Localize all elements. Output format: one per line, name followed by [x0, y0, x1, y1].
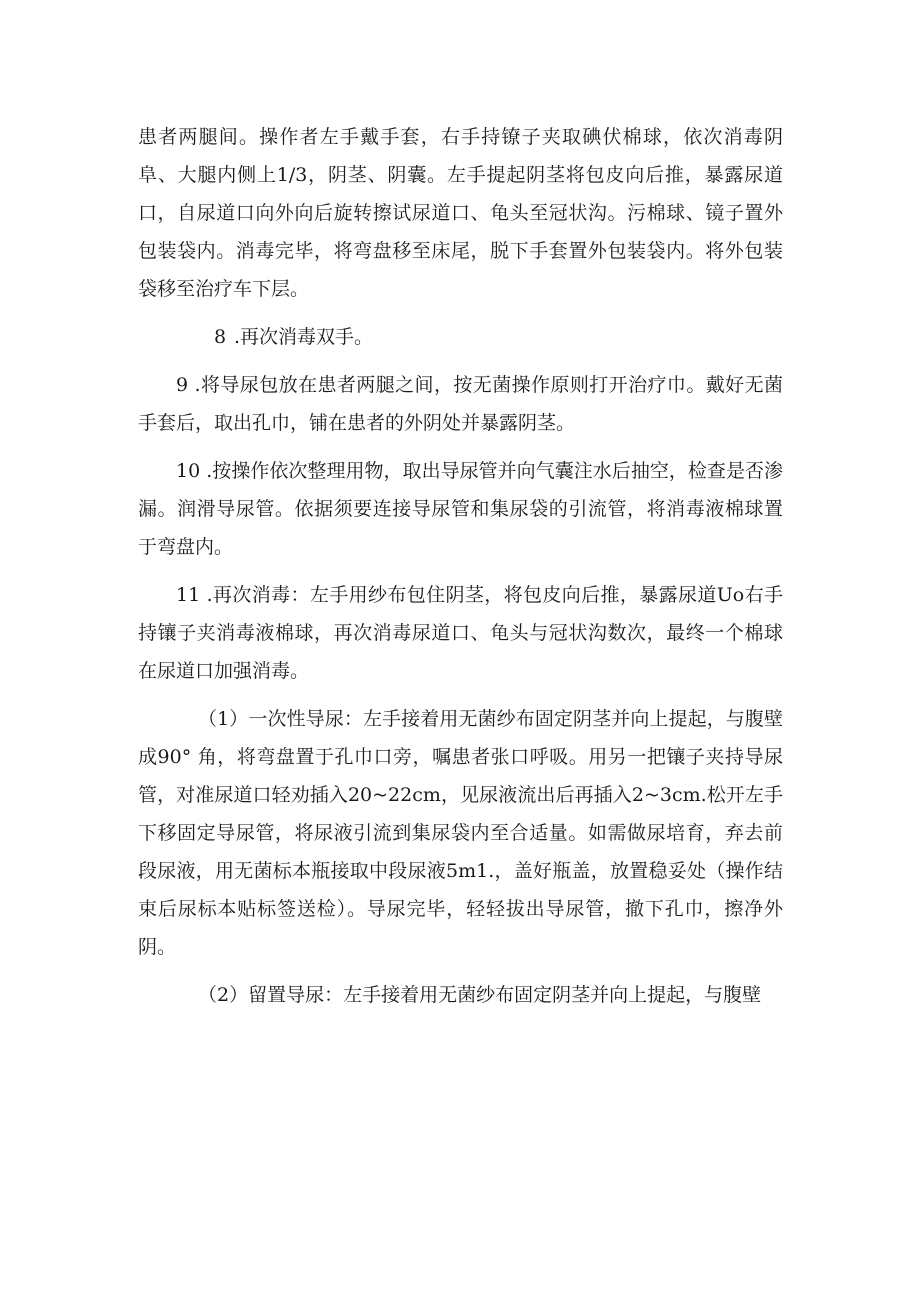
- paragraph-step-11: 11 .再次消毒：左手用纱布包住阴茎，将包皮向后推，暴露尿道Uo右手持镶子夹消毒液棉球，再次消毒尿道口、龟头与冠状沟数次，最终一个棉球在尿道口加强消毒。: [138, 584, 783, 682]
- paragraph-step-10: 10 .按操作依次整理用物，取出导尿管并向气囊注水后抽空，检查是否渗漏。润滑导尿管。依据须要连接导尿管和集尿袋的引流管，将消毒液棉球置于弯盘内。: [138, 460, 783, 558]
- paragraph-step-9: 9 .将导尿包放在患者两腿之间，按无菌操作原则打开治疗巾。戴好无菌手套后，取出孔巾，铺在患者的外阴处并暴露阴茎。: [138, 374, 783, 434]
- step-text: .再次消毒双手。: [234, 326, 374, 348]
- document-body: [138, 118, 783, 1024]
- paragraph-continuation: 患者两腿间。操作者左手戴手套，右手持镣子夹取碘伏棉球，依次消毒阴阜、大腿内侧上1/3，阴茎、阴囊。左手提起阴茎将包皮向后推，暴露尿道口，自尿道口向外向后旋转擦试尿道口、龟头至冠状沟。污棉球、镜子置外包装袋内。消毒完毕，将弯盘移至床尾，脱下手套置外包装袋内。将外包装袋移至治疗车下层。: [138, 126, 783, 300]
- step-number: 8: [214, 326, 227, 348]
- paragraph-substep-1: （1）一次性导尿：左手接着用无菌纱布固定阴茎并向上提起，与腹壁成90° 角，将弯盘置于孔巾口旁，嘱患者张口呼吸。用另一把镶子夹持导尿管，对准尿道口轻劝插入20~22cm，见尿液流出后再插入2~3cm.松开左手下移固定导尿管，将尿液引流到集尿袋内至合适量。如需做尿培育，弃去前段尿液，用无菌标本瓶接取中段尿液5m1.，盖好瓶盖，放置稳妥处（操作结束后尿标本贴标签送检）。导尿完毕，轻轻拔出导尿管，撤下孔巾，擦净外阴。: [138, 708, 783, 958]
- paragraph-substep-2: （2）留置导尿：左手接着用无菌纱布固定阴茎并向上提起，与腹壁: [198, 984, 762, 1006]
- paragraph-step-8: [138, 318, 783, 356]
